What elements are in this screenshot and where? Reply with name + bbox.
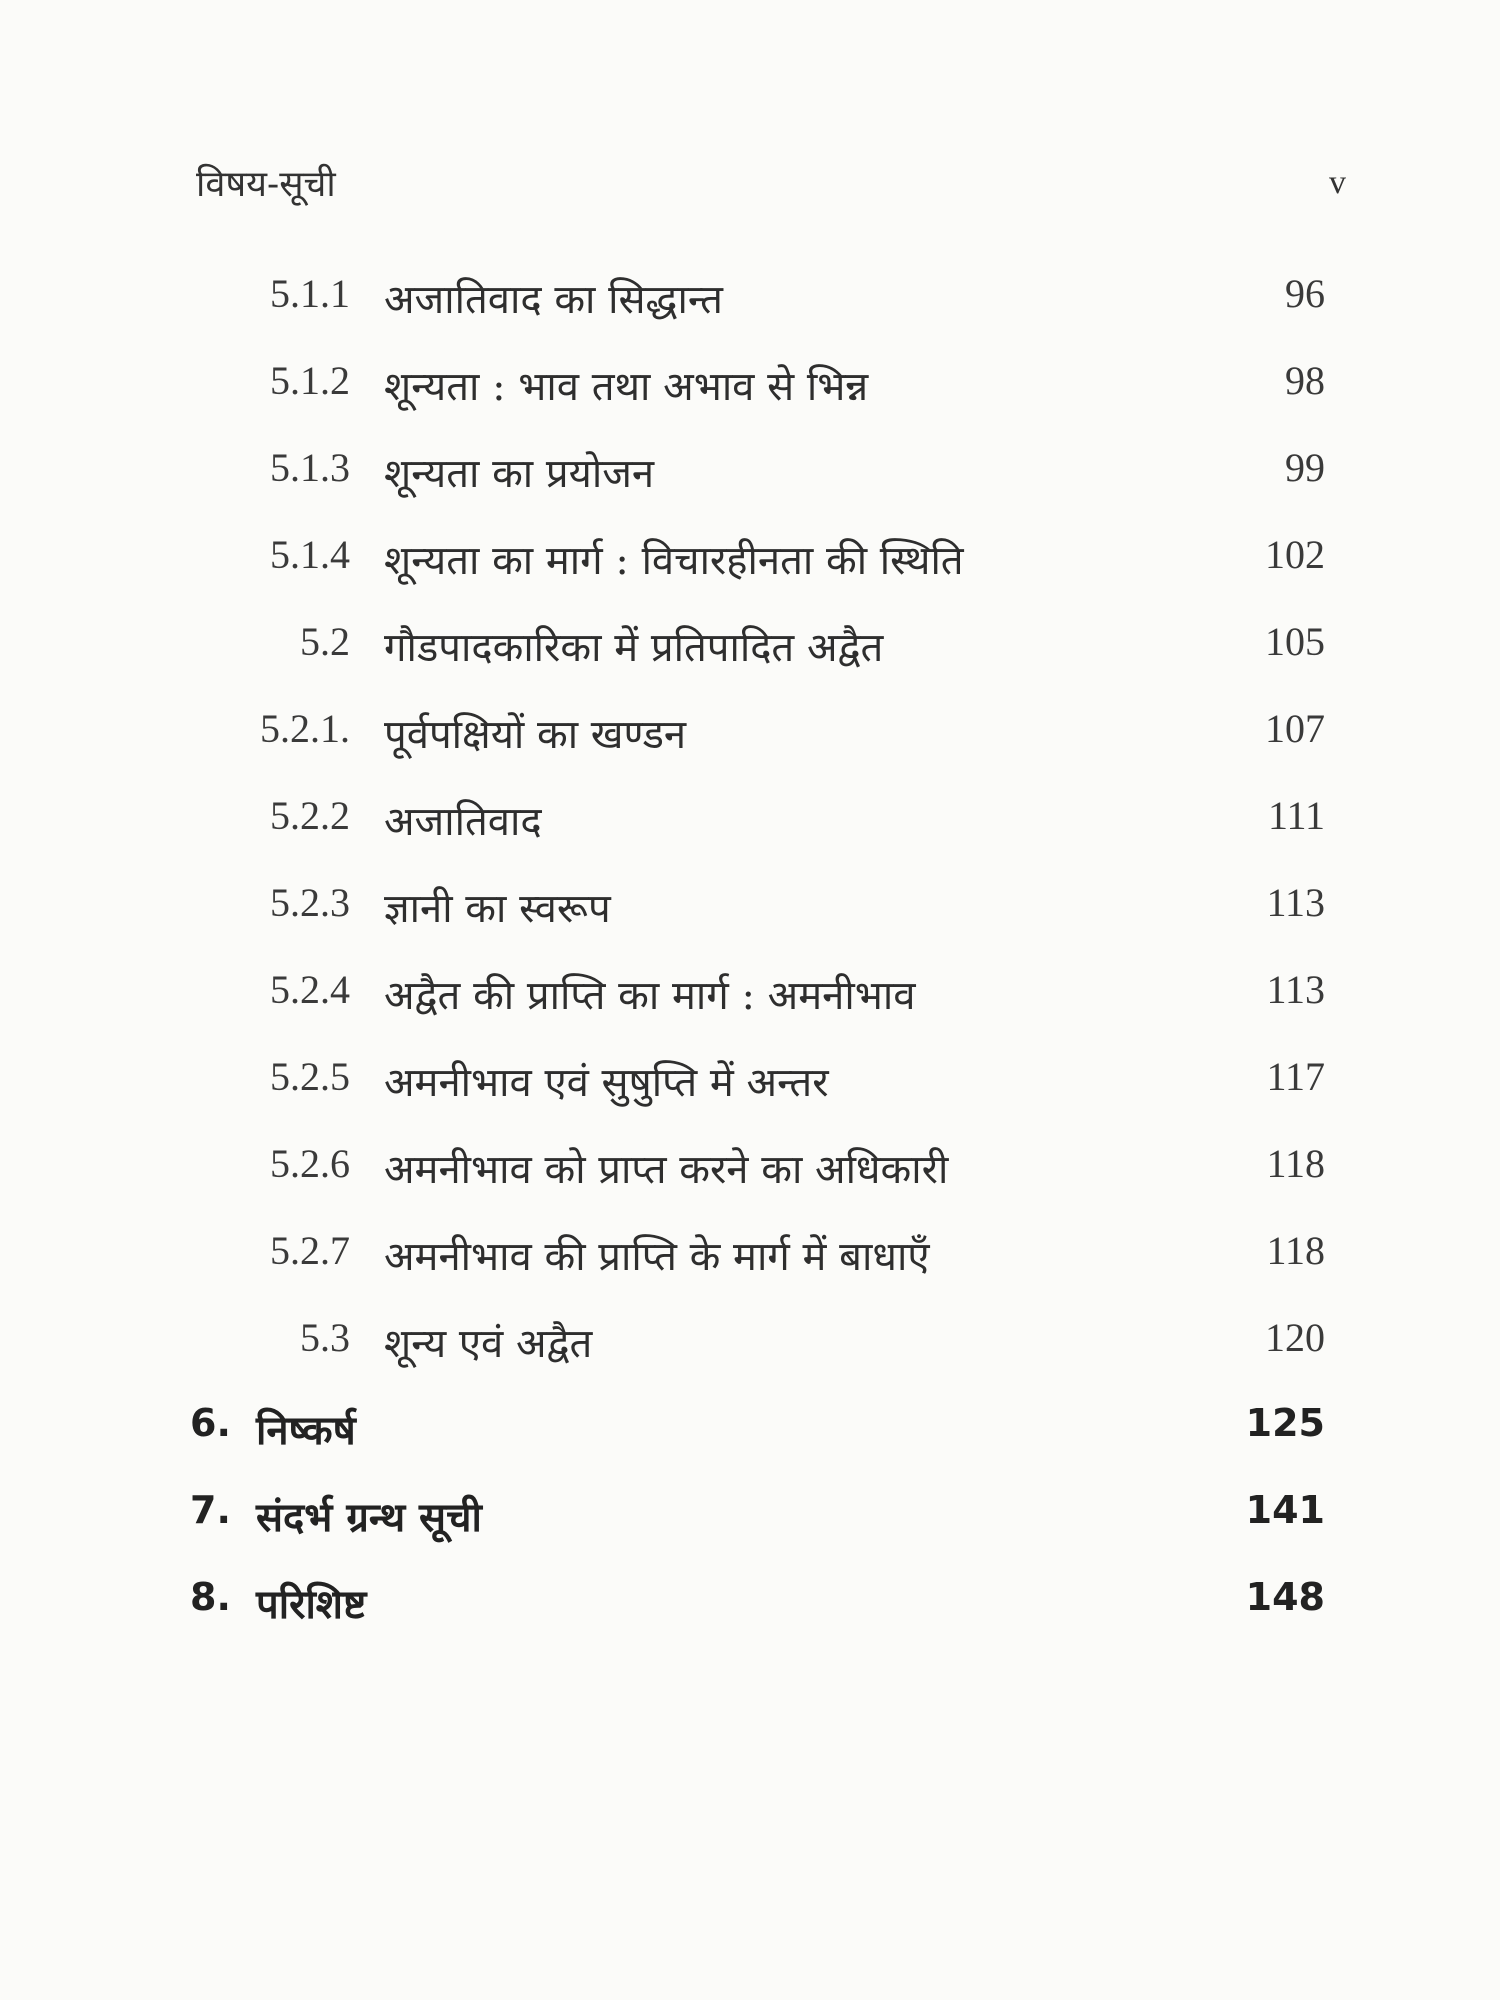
toc-entry-title: ज्ञानी का स्वरूप bbox=[384, 886, 611, 932]
toc-entry-page: 105 bbox=[1265, 619, 1325, 664]
toc-entry-page: 113 bbox=[1266, 967, 1325, 1012]
toc-chapter-page: 141 bbox=[1245, 1488, 1325, 1532]
toc-entry bbox=[0, 618, 1500, 678]
toc-entry-title: पूर्वपक्षियों का खण्डन bbox=[384, 712, 687, 758]
toc-entry bbox=[0, 1314, 1500, 1374]
toc-chapter-number: 6. bbox=[190, 1401, 231, 1445]
toc-chapter-page: 125 bbox=[1245, 1401, 1325, 1445]
toc-entry-page: 118 bbox=[1266, 1141, 1325, 1186]
page-title: विषय-सूची bbox=[196, 164, 336, 205]
toc-chapter-number: 7. bbox=[190, 1488, 231, 1532]
toc-entry bbox=[0, 705, 1500, 765]
toc-entry bbox=[0, 792, 1500, 852]
toc-entry-title: शून्य एवं अद्वैत bbox=[384, 1321, 593, 1367]
toc-entry bbox=[0, 879, 1500, 939]
toc-entry-title: अद्वैत की प्राप्ति का मार्ग : अमनीभाव bbox=[384, 973, 916, 1019]
toc-entry bbox=[0, 966, 1500, 1026]
toc-entry-page: 120 bbox=[1265, 1315, 1325, 1360]
toc-entry-number: 5.2.7 bbox=[270, 1228, 350, 1273]
toc-entry-title: गौडपादकारिका में प्रतिपादित अद्वैत bbox=[384, 625, 884, 671]
toc-entry bbox=[0, 1227, 1500, 1287]
toc-chapter-title: परिशिष्ट bbox=[256, 1582, 367, 1628]
toc-chapter bbox=[0, 1575, 1500, 1635]
toc-entry-title: शून्यता का मार्ग : विचारहीनता की स्थिति bbox=[384, 538, 964, 584]
toc-entry-number: 5.3 bbox=[300, 1315, 350, 1360]
toc-entry-number: 5.2 bbox=[300, 619, 350, 664]
toc-chapter-title: निष्कर्ष bbox=[256, 1408, 356, 1454]
toc-entry-number: 5.2.1. bbox=[260, 706, 350, 751]
toc-entry-number: 5.2.2 bbox=[270, 793, 350, 838]
toc-entry-page: 96 bbox=[1285, 271, 1325, 316]
toc-entry-title: अजातिवाद का सिद्धान्त bbox=[384, 277, 723, 323]
toc-chapter bbox=[0, 1488, 1500, 1548]
running-head bbox=[196, 158, 1346, 218]
toc-entry-number: 5.1.1 bbox=[270, 271, 350, 316]
toc-chapter-title: संदर्भ ग्रन्थ सूची bbox=[256, 1495, 482, 1541]
toc-entry-page: 98 bbox=[1285, 358, 1325, 403]
toc-entry-page: 118 bbox=[1266, 1228, 1325, 1273]
toc-entry-title: अमनीभाव एवं सुषुप्ति में अन्तर bbox=[384, 1060, 829, 1106]
toc-entry-title: अमनीभाव को प्राप्त करने का अधिकारी bbox=[384, 1147, 949, 1193]
toc-chapter bbox=[0, 1401, 1500, 1461]
toc-entry-page: 117 bbox=[1266, 1054, 1325, 1099]
toc-entry bbox=[0, 1053, 1500, 1113]
toc-entry bbox=[0, 270, 1500, 330]
toc-entry-title: अजातिवाद bbox=[384, 799, 542, 845]
toc-entry-number: 5.1.3 bbox=[270, 445, 350, 490]
toc-entry-title: शून्यता का प्रयोजन bbox=[384, 451, 655, 497]
toc-entry-number: 5.2.6 bbox=[270, 1141, 350, 1186]
toc-entry-page: 113 bbox=[1266, 880, 1325, 925]
toc-entry bbox=[0, 444, 1500, 504]
toc-entry-page: 102 bbox=[1265, 532, 1325, 577]
toc-entry-page: 107 bbox=[1265, 706, 1325, 751]
toc-entry-title: अमनीभाव की प्राप्ति के मार्ग में बाधाएँ bbox=[384, 1234, 930, 1280]
toc-entry-page: 99 bbox=[1285, 445, 1325, 490]
toc-entry-number: 5.2.4 bbox=[270, 967, 350, 1012]
toc-entry-number: 5.1.2 bbox=[270, 358, 350, 403]
toc-entry-title: शून्यता : भाव तथा अभाव से भिन्न bbox=[384, 364, 869, 410]
toc-chapter-page: 148 bbox=[1245, 1575, 1325, 1619]
toc-entry bbox=[0, 531, 1500, 591]
toc-entry bbox=[0, 1140, 1500, 1200]
toc-chapter-number: 8. bbox=[190, 1575, 231, 1619]
toc-entry-number: 5.2.3 bbox=[270, 880, 350, 925]
toc-entry-number: 5.1.4 bbox=[270, 532, 350, 577]
toc-entry-number: 5.2.5 bbox=[270, 1054, 350, 1099]
toc-entry bbox=[0, 357, 1500, 417]
toc-entry-page: 111 bbox=[1267, 793, 1325, 838]
page-number: v bbox=[1329, 164, 1346, 201]
